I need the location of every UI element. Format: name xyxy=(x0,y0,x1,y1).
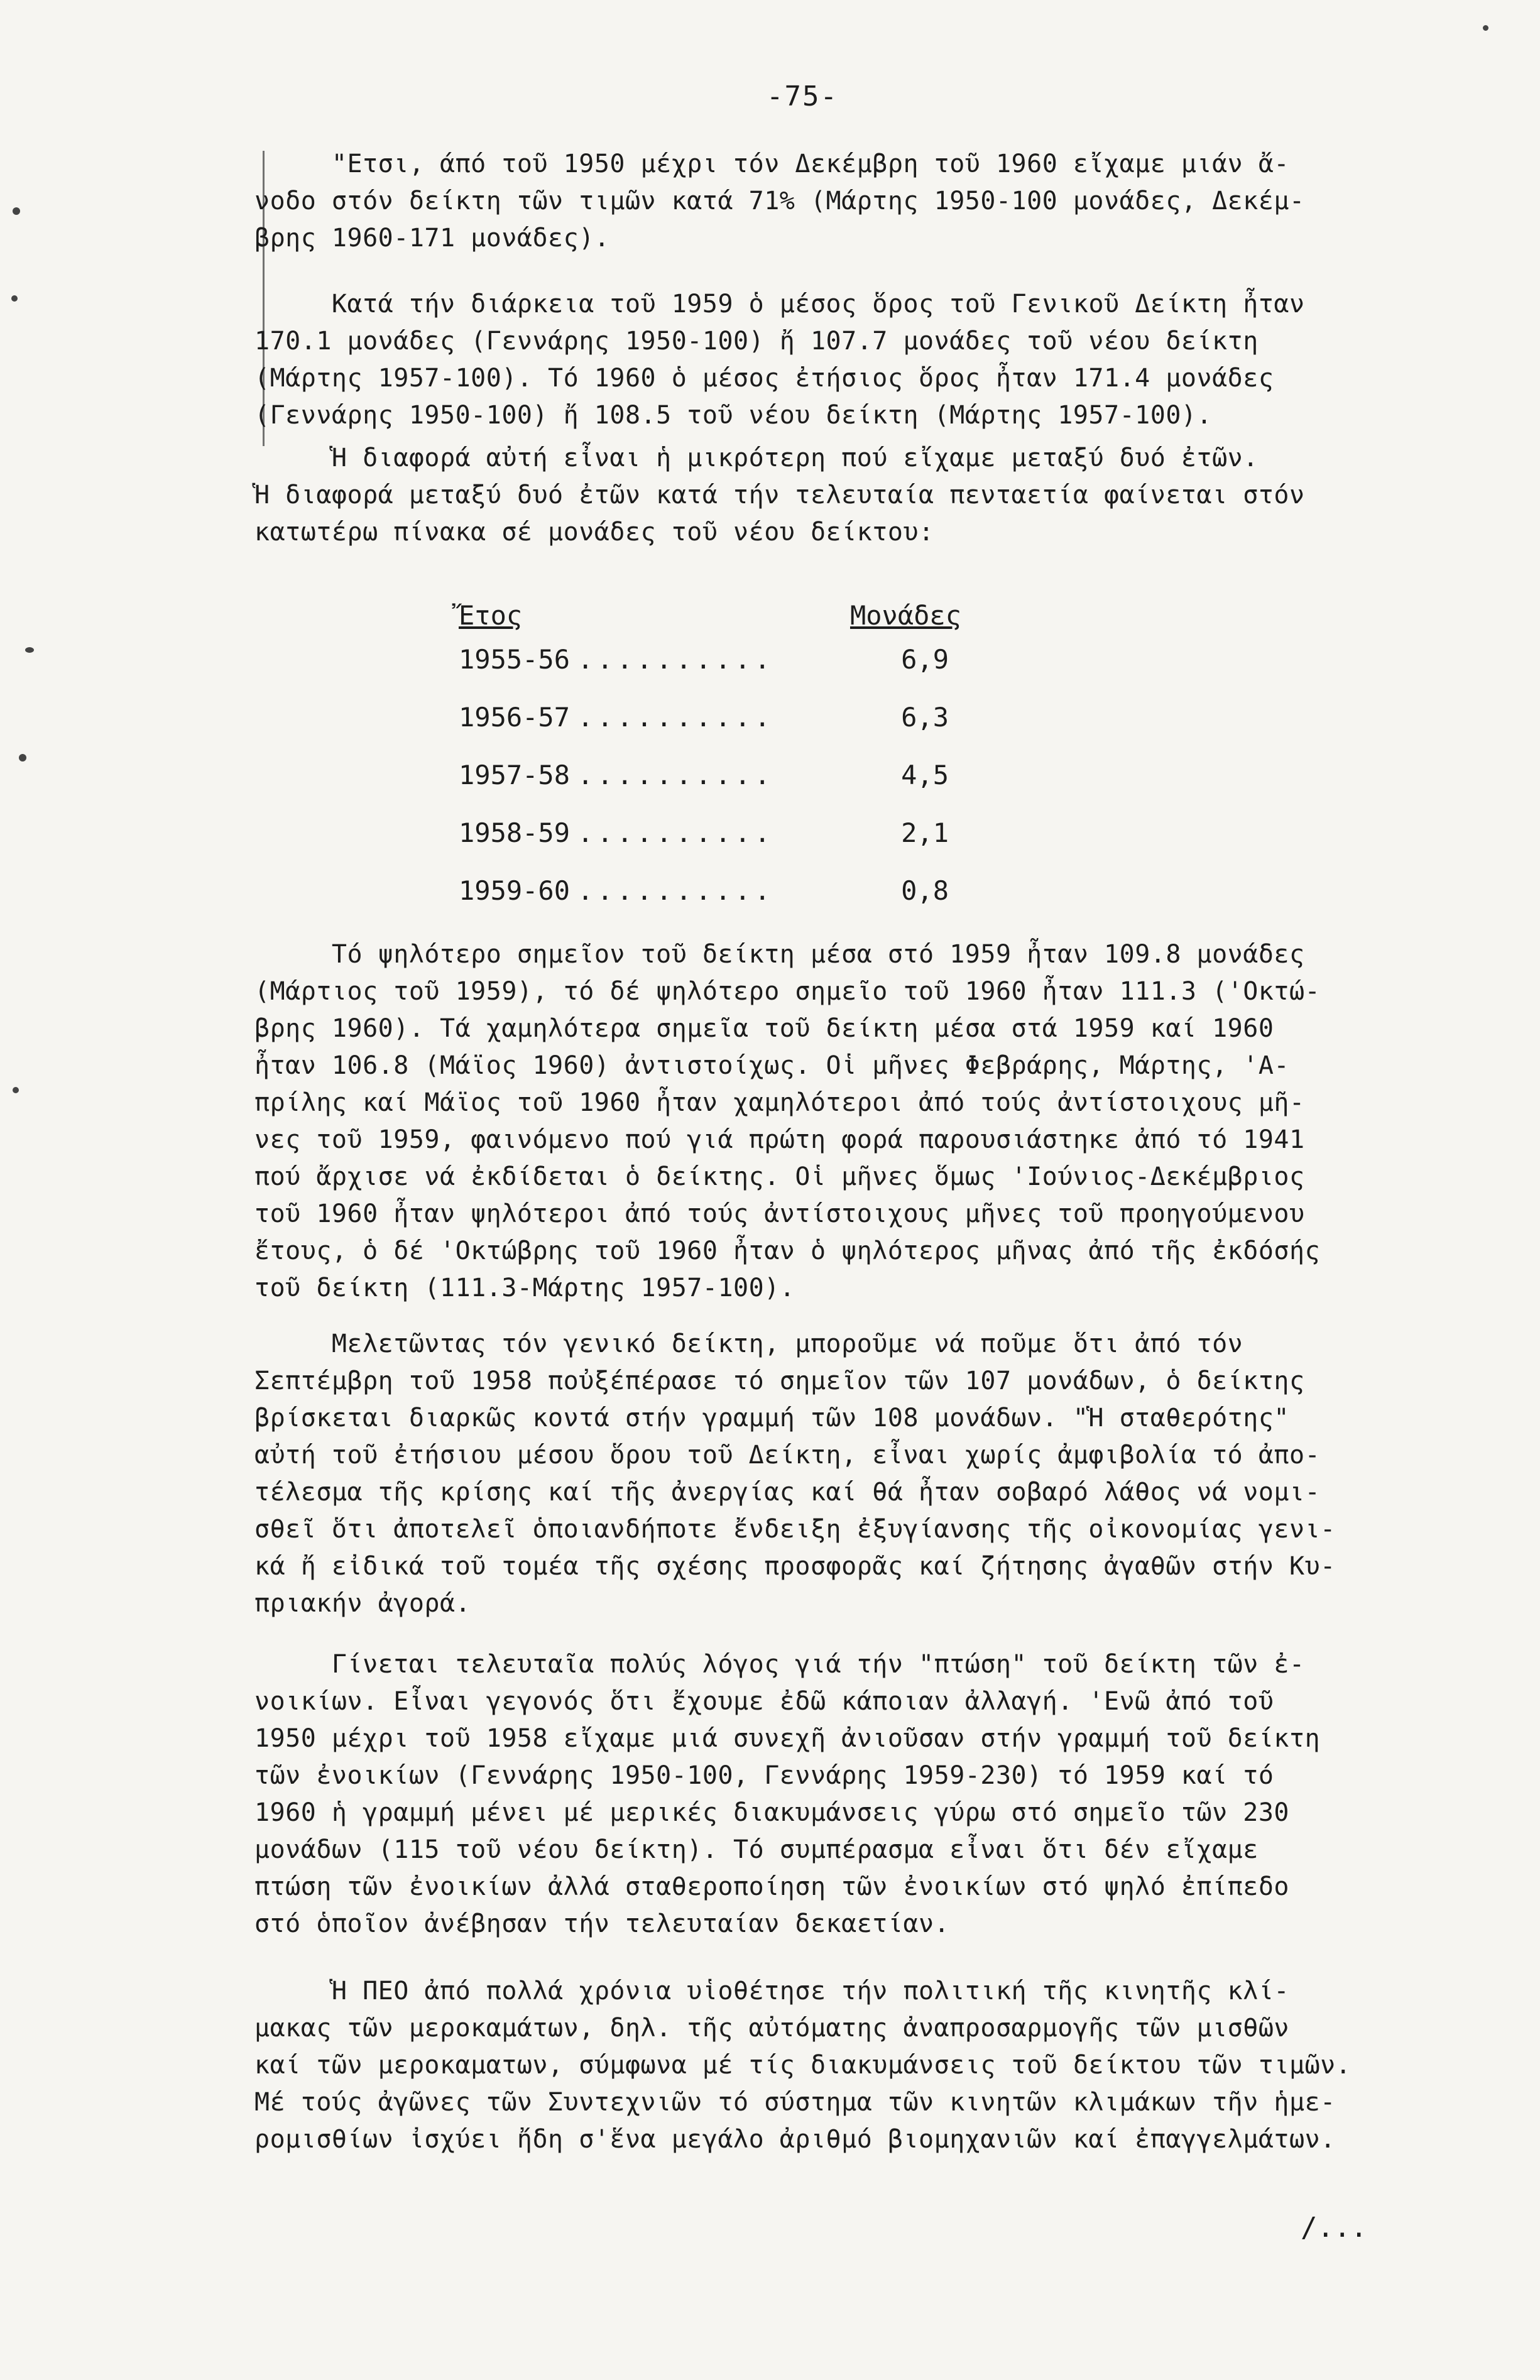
scan-speck xyxy=(25,647,34,653)
row-leader: .......... xyxy=(577,817,774,848)
col-year-header: Ἔτος xyxy=(459,600,523,631)
table-row xyxy=(459,875,961,933)
row-units: 2,1 xyxy=(901,817,949,848)
page-number: -75- xyxy=(767,80,838,112)
row-year: 1955-56 xyxy=(459,644,571,675)
row-units: 6,3 xyxy=(901,702,949,733)
row-leader: .......... xyxy=(577,644,774,675)
scan-speck xyxy=(13,207,20,215)
paragraph-3: Ἡ διαφορά αὐτή εἶναι ἡ μικρότερη πού εἴχαμε μεταξύ δυό ἐτῶν. Ἡ διαφορά μεταξύ δυό ἐτῶν κατά τήν τελευταία πενταετία φαίνεται στόν κατωτέρω πίνακα σέ μονάδες τοῦ νέου δείκτου: xyxy=(254,444,1305,547)
table-row xyxy=(459,702,961,760)
scan-speck xyxy=(13,1087,19,1093)
row-leader: .......... xyxy=(577,702,774,733)
row-units: 4,5 xyxy=(901,760,949,790)
row-year: 1957-58 xyxy=(459,760,571,790)
paragraph-1: "Ετσι, άπό τοῦ 1950 μέχρι τόν Δεκέμβρη τοῦ 1960 εἴχαμε μιάν ἄ- νοδο στόν δείκτη τῶν τιμῶν κατά 71% (Μάρτης 1950-100 μονάδες, Δεκέμ- βρης 1960-171 μονάδες). xyxy=(254,150,1305,253)
paragraph-6: Γίνεται τελευταῖα πολύς λόγος γιά τήν "πτώση" τοῦ δείκτη τῶν ἐ- νοικίων. Εἶναι γεγονός ὅτι ἔχουμε ἐδῶ κάποιαν ἀλλαγή. 'Ενῶ ἀπό τοῦ 1950 μέχρι τοῦ 1958 εἴχαμε μιά συνεχῆ ἀνιοῦσαν στήν γραμμή τοῦ δείκτη τῶν ἐνοικίων (Γεννάρης 1950-100, Γεννάρης 1959-230) τό 1959 καί τό 1960 ἡ γραμμή μένει μέ μερικές διακυμάνσεις γύρω στό σημεῖο τῶν 230 μονάδων (115 τοῦ νέου δείκτη). Τό συμπέρασμα εἶναι ὅτι δέν εἴχαμε πτώση τῶν ἐνοικίων ἀλλά σταθεροποίηση τῶν ἐνοικίων στό ψηλό ἐπίπεδο στό ὁποῖον ἀνέβησαν τήν τελευταίαν δεκαετίαν. xyxy=(254,1650,1321,1938)
continuation-mark: /... xyxy=(1301,2212,1367,2244)
units-table xyxy=(459,600,961,933)
row-year: 1958-59 xyxy=(459,817,571,848)
row-units: 0,8 xyxy=(901,875,949,906)
table-header xyxy=(459,600,961,644)
scan-speck xyxy=(19,754,26,761)
scan-speck xyxy=(11,295,18,302)
row-units: 6,9 xyxy=(901,644,949,675)
row-year: 1956-57 xyxy=(459,702,571,733)
paragraph-5: Μελετῶντας τόν γενικό δείκτη, μποροῦμε νά ποῦμε ὅτι ἀπό τόν Σεπτέμβρη τοῦ 1958 ποὐξέπέρασε τό σημεῖον τῶν 107 μονάδων, ὁ δείκτης βρίσκεται διαρκῶς κοντά στήν γραμμή τῶν 108 μονάδων. "Ἡ σταθερότης" αὐτή τοῦ ἐτήσιου μέσου ὅρου τοῦ Δείκτη, εἶναι χωρίς ἀμφιβολία τό ἀπο- τέλεσμα τῆς κρίσης καί τῆς ἀνεργίας καί θά ἦταν σοβαρό λάθος νά νομι- σθεῖ ὅτι ἀποτελεῖ ὁποιανδήποτε ἔνδειξη ἐξυγίανσης τῆς οἰκονομίας γενι- κά ἤ εἰδικά τοῦ τομέα τῆς σχέσης προσφορᾶς καί ζήτησης ἀγαθῶν στήν Κυ- πριακήν ἀγορά. xyxy=(254,1329,1336,1618)
paragraph-4: Τό ψηλότερο σημεῖον τοῦ δείκτη μέσα στό 1959 ἦταν 109.8 μονάδες (Μάρτιος τοῦ 1959), τό δέ ψηλότερο σημεῖο τοῦ 1960 ἦταν 111.3 ('Οκτώ- βρης 1960). Τά χαμηλότερα σημεῖα τοῦ δείκτη μέσα στά 1959 καί 1960 ἦταν 106.8 (Μάϊος 1960) ἀντιστοίχως. Οἱ μῆνες Φεβράρης, Μάρτης, 'Α- πρίλης καί Μάϊος τοῦ 1960 ἦταν χαμηλότεροι ἀπό τούς ἀντίστοιχους μῆ- νες τοῦ 1959, φαινόμενο πού γιά πρώτη φορά παρουσιάστηκε ἀπό τό 1941 πού ἄρχισε νά ἐκδίδεται ὁ δείκτης. Οἱ μῆνες ὅμως 'Ιούνιος-Δεκέμβριος τοῦ 1960 ἦταν ψηλότεροι ἀπό τούς ἀντίστοιχους μῆνες τοῦ προηγούμενου ἔτους, ὁ δέ 'Οκτώβρης τοῦ 1960 ἦταν ὁ ψηλότερος μῆνας ἀπό τῆς ἐκδόσής τοῦ δείκτη (111.3-Μάρτης 1957-100). xyxy=(254,940,1321,1302)
table-row xyxy=(459,760,961,817)
table-row xyxy=(459,644,961,702)
col-units-header: Μονάδες xyxy=(849,600,961,631)
row-year: 1959-60 xyxy=(459,875,571,906)
row-leader: .......... xyxy=(577,760,774,790)
row-leader: .......... xyxy=(577,875,774,906)
table-row xyxy=(459,817,961,875)
paragraph-7: Ἡ ΠΕΟ ἀπό πολλά χρόνια υἱοθέτησε τήν πολιτική τῆς κινητῆς κλί- μακας τῶν μεροκαμάτων, δηλ. τῆς αὐτόματης ἀναπροσαρμογῆς τῶν μισθῶν καί τῶν μεροκαματων, σύμφωνα μέ τίς διακυμάνσεις τοῦ δείκτου τῶν τιμῶν. Μέ τούς ἀγῶνες τῶν Συντεχνιῶν τό σύστημα τῶν κινητῶν κλιμάκων τῆν ἡμε- ρομισθίων ἰσχύει ἤδη σ'ἕνα μεγάλο ἀριθμό βιομηχανιῶν καί ἐπαγγελμάτων. xyxy=(254,1977,1352,2154)
scan-speck xyxy=(1483,25,1488,31)
paragraph-2: Κατά τήν διάρκεια τοῦ 1959 ὁ μέσος ὅρος τοῦ Γενικοῦ Δείκτη ἦταν 170.1 μονάδες (Γεννάρης 1950-100) ἤ 107.7 μονάδες τοῦ νέου δείκτη (Μάρτης 1957-100). Τό 1960 ὁ μέσος ἐτήσιος ὅρος ἦταν 171.4 μονάδες (Γεννάρης 1950-100) ἤ 108.5 τοῦ νέου δείκτη (Μάρτης 1957-100). xyxy=(254,290,1305,430)
